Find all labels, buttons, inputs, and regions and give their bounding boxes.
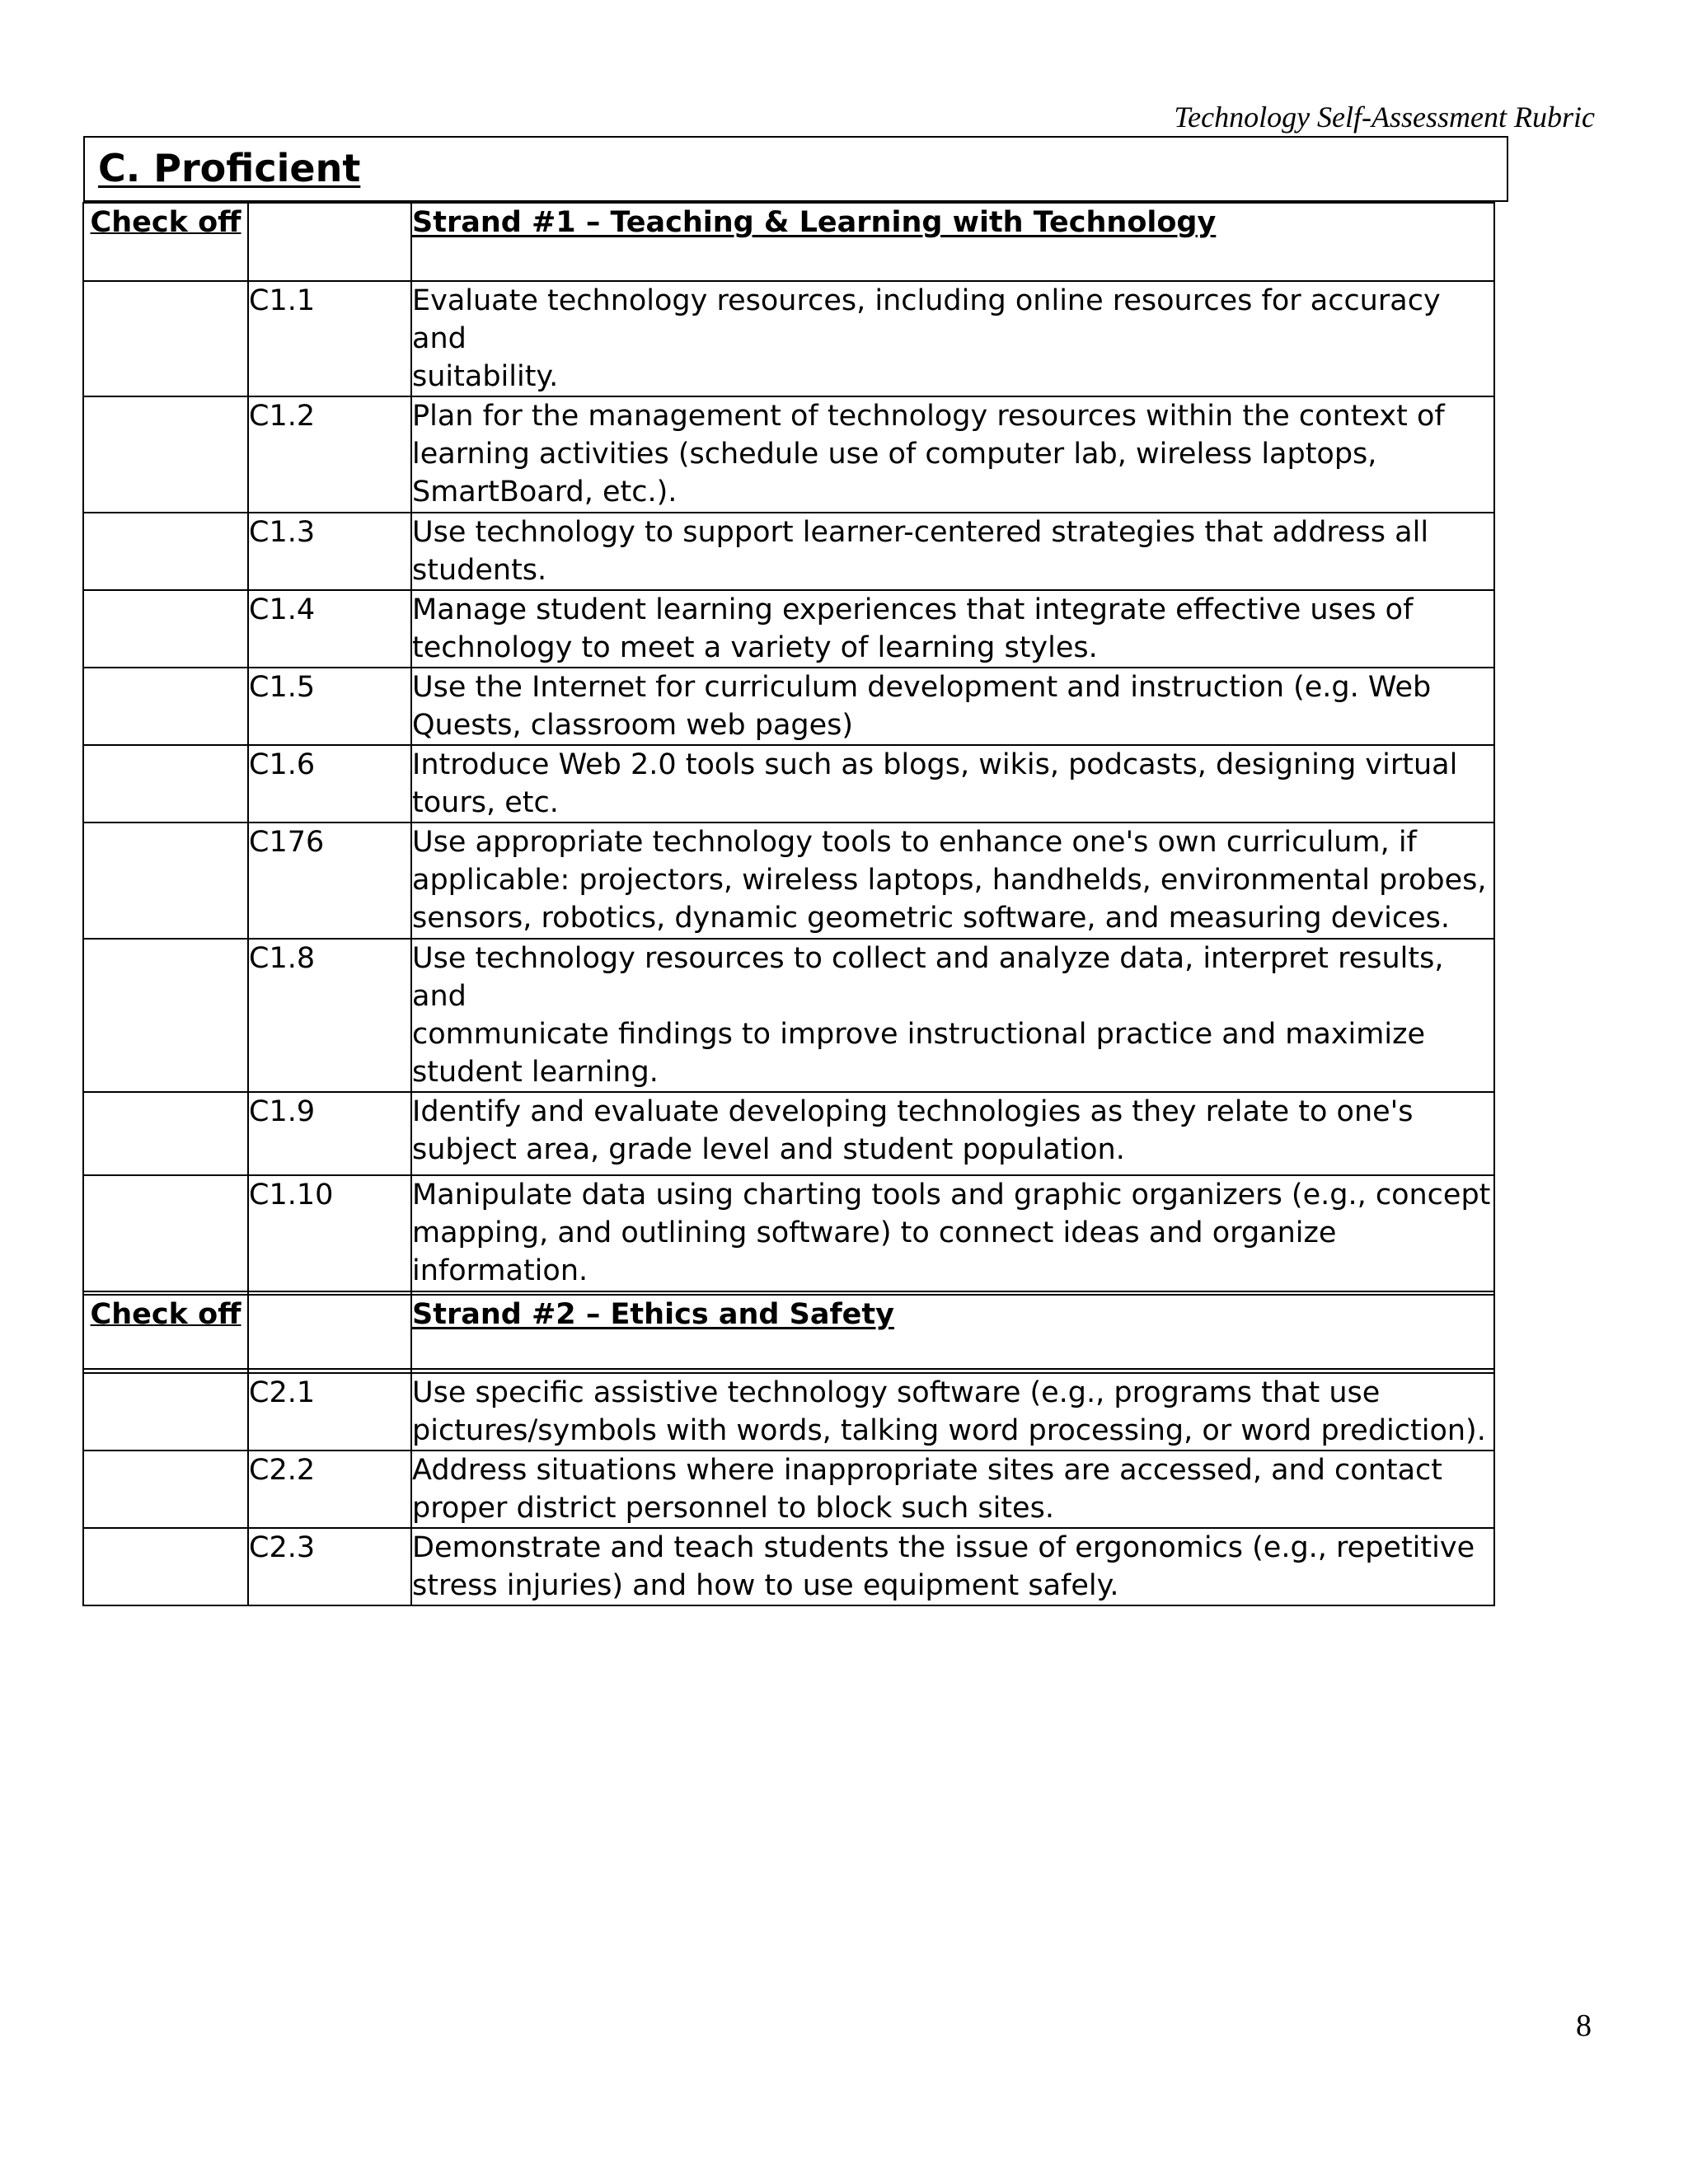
table-row xyxy=(83,1528,1494,1605)
table-row xyxy=(83,590,1494,668)
table-row xyxy=(83,1451,1494,1528)
check-off-cell[interactable] xyxy=(83,1451,248,1528)
running-header: Technology Self-Assessment Rubric xyxy=(1174,101,1595,134)
competency-description: Use technology to support learner-centered strategies that address all students. xyxy=(411,513,1494,590)
section-title: C. Proficient xyxy=(98,146,361,190)
check-off-cell[interactable] xyxy=(83,668,248,745)
check-off-cell[interactable] xyxy=(83,823,248,939)
check-off-cell[interactable] xyxy=(83,1092,248,1175)
check-off-cell[interactable] xyxy=(83,590,248,668)
table-row xyxy=(83,1092,1494,1175)
strand-2-table xyxy=(82,1294,1495,1606)
check-off-cell[interactable] xyxy=(83,939,248,1092)
table-row xyxy=(83,1175,1494,1291)
competency-description: Address situations where inappropriate sites are accessed, and contact proper district personnel to block such sites. xyxy=(411,1451,1494,1528)
check-off-cell[interactable] xyxy=(83,745,248,823)
competency-code: C1.6 xyxy=(248,745,411,823)
competency-description: Use the Internet for curriculum development and instruction (e.g. Web Quests, classroom web pages) xyxy=(411,668,1494,745)
competency-description: Plan for the management of technology resources within the context of learning activities (schedule use of computer lab, wireless laptops, SmartBoard, etc.). xyxy=(411,396,1494,513)
competency-code: C1.1 xyxy=(248,281,411,396)
competency-code: C1.5 xyxy=(248,668,411,745)
check-off-cell[interactable] xyxy=(83,281,248,396)
code-header xyxy=(248,1295,411,1373)
check-off-cell[interactable] xyxy=(83,1528,248,1605)
competency-code: C1.8 xyxy=(248,939,411,1092)
competency-code: C2.1 xyxy=(248,1373,411,1451)
table-row xyxy=(83,668,1494,745)
table-row xyxy=(83,396,1494,513)
competency-description: Demonstrate and teach students the issue of ergonomics (e.g., repetitive stress injuries) and how to use equipment safely. xyxy=(411,1528,1494,1605)
competency-code: C2.3 xyxy=(248,1528,411,1605)
table-row xyxy=(83,939,1494,1092)
competency-description: Identify and evaluate developing technologies as they relate to one's subject area, grade level and student population. xyxy=(411,1092,1494,1175)
strand-1-table xyxy=(82,202,1495,1370)
table-row xyxy=(83,281,1494,396)
competency-description: Introduce Web 2.0 tools such as blogs, wikis, podcasts, designing virtual tours, etc. xyxy=(411,745,1494,823)
table-row xyxy=(83,1373,1494,1451)
check-off-cell[interactable] xyxy=(83,1175,248,1291)
strand-2-header-row xyxy=(83,1295,1494,1373)
competency-description: Manipulate data using charting tools and graphic organizers (e.g., concept mapping, and outlining software) to connect ideas and organize information. xyxy=(411,1175,1494,1291)
competency-description: Use technology resources to collect and analyze data, interpret results, and communicate findings to improve instructional practice and maximize student learning. xyxy=(411,939,1494,1092)
strand-2-title: Strand #2 – Ethics and Safety xyxy=(411,1295,1494,1373)
table-row xyxy=(83,823,1494,939)
competency-description: Evaluate technology resources, including online resources for accuracy and suitability. xyxy=(411,281,1494,396)
check-off-cell[interactable] xyxy=(83,513,248,590)
competency-code: C1.2 xyxy=(248,396,411,513)
check-off-cell[interactable] xyxy=(83,1373,248,1451)
strand-1-header-row xyxy=(83,203,1494,281)
check-off-cell[interactable] xyxy=(83,396,248,513)
code-header xyxy=(248,203,411,281)
competency-description: Manage student learning experiences that integrate effective uses of technology to meet a variety of learning styles. xyxy=(411,590,1494,668)
page-number: 8 xyxy=(1576,2008,1592,2043)
check-off-header: Check off xyxy=(83,203,248,281)
competency-code: C1.4 xyxy=(248,590,411,668)
competency-code: C176 xyxy=(248,823,411,939)
check-off-header: Check off xyxy=(83,1295,248,1373)
competency-code: C1.9 xyxy=(248,1092,411,1175)
competency-code: C1.3 xyxy=(248,513,411,590)
section-title-box xyxy=(83,136,1508,202)
strand-1-title: Strand #1 – Teaching & Learning with Technology xyxy=(411,203,1494,281)
table-row xyxy=(83,513,1494,590)
competency-description: Use appropriate technology tools to enhance one's own curriculum, if applicable: projectors, wireless laptops, handhelds, environmental probes, sensors, robotics, dynamic geometric software, and measuring devices. xyxy=(411,823,1494,939)
competency-description: Use specific assistive technology software (e.g., programs that use pictures/symbols with words, talking word processing, or word prediction). xyxy=(411,1373,1494,1451)
competency-code: C2.2 xyxy=(248,1451,411,1528)
table-row xyxy=(83,745,1494,823)
competency-code: C1.10 xyxy=(248,1175,411,1291)
